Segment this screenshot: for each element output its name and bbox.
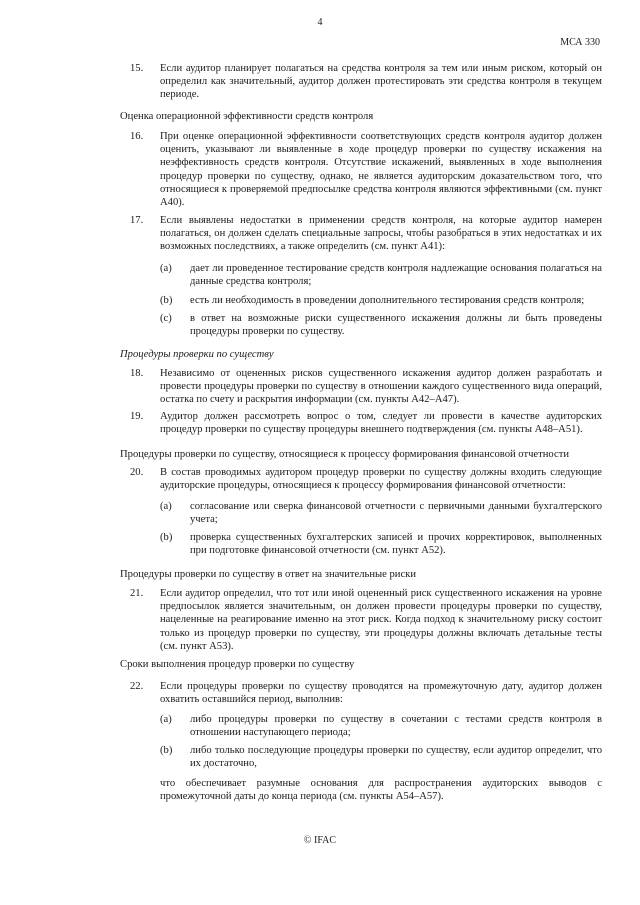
section-heading-substantive-procedures: Процедуры проверки по существу: [120, 349, 274, 360]
paragraph-number: 18.: [130, 368, 144, 379]
subitem-label: (b): [160, 745, 173, 756]
paragraph-number: 16.: [130, 131, 144, 142]
subitem-text: есть ли необходимость в проведении дополнительного тестирования средств контроля;: [190, 295, 585, 306]
paragraph-22-closing: что обеспечивает разумные основания для распространения аудиторских выводов с промежуточной даты до конца периода (см. пункты A54–A57).: [160, 778, 602, 803]
paragraph-text: Если аудитор определил, что тот или иной оцененный риск существенного искажения на уровне предпосылок является значительным, он должен провести процедуры проверки по существу, нацеленные на реагирование именно на этот риск. Когда подход к значительному риску состоит только из процедур проверки по существу, эти процедуры должны включать детальные тесты (см. пункт A53).: [160, 588, 602, 652]
paragraph-text: Аудитор должен рассмотреть вопрос о том, следует ли провести в качестве аудиторских процедур проверки по существу процедуры внешнего подтверждения (см. пункты A48–A51).: [160, 411, 602, 436]
paragraph-text: Если выявлены недостатки в применении средств контроля, на которые аудитор намерен полагаться, он должен сделать специальные запросы, чтобы разобраться в этих недостатках и их возможных последствиях, а также определить (см. пункт A41):: [160, 215, 602, 253]
paragraph-text: Если процедуры проверки по существу проводятся на промежуточную дату, аудитор должен охватить оставшийся период, выполнив:: [160, 681, 602, 706]
paragraph-number: 17.: [130, 215, 144, 226]
subitem-label: (a): [160, 714, 172, 725]
subitem-text: дает ли проведенное тестирование средств контроля надлежащие основания полагаться на данные средства контроля;: [190, 263, 602, 288]
paragraph-number: 20.: [130, 467, 144, 478]
subitem-label: (c): [160, 313, 172, 324]
section-heading-closing-process: Процедуры проверки по существу, относящиеся к процессу формирования финансовой отчетности: [120, 449, 569, 460]
subitem-label: (a): [160, 501, 172, 512]
section-heading-significant-risks: Процедуры проверки по существу в ответ на значительные риски: [120, 569, 416, 580]
paragraph-text: При оценке операционной эффективности соответствующих средств контроля аудитор должен оценить, указывают ли выявленные в ходе процедур проверки по существу искажения на неэффективность средств контроля. Отсутствие искажений, выявленных в ходе выполнения процедур проверки по существу, однако, не является аудиторским доказательством того, что относящиеся к проверяемой предпосылке средства контроля являются эффективными (см. пункт A40).: [160, 131, 602, 209]
subitem-label: (b): [160, 532, 173, 543]
subitem-label: (b): [160, 295, 173, 306]
paragraph-number: 15.: [130, 63, 144, 74]
paragraph-number: 21.: [130, 588, 144, 599]
subitem-text: либо процедуры проверки по существу в сочетании с тестами средств контроля в отношении наступающего периода;: [190, 714, 602, 739]
subitem-label: (a): [160, 263, 172, 274]
paragraph-number: 19.: [130, 411, 144, 422]
footer-copyright: © IFAC: [303, 835, 337, 846]
subitem-text: согласование или сверка финансовой отчетности с первичными данными бухгалтерского учета;: [190, 501, 602, 526]
subitem-text: проверка существенных бухгалтерских записей и прочих корректировок, выполненных при подготовке финансовой отчетности (см. пункт A52).: [190, 532, 602, 557]
document-code: МСА 330: [560, 37, 600, 48]
subitem-text: в ответ на возможные риски существенного искажения должны ли быть проведены процедуры проверки по существу.: [190, 313, 602, 338]
page-number: 4: [317, 17, 323, 28]
section-heading-timing: Сроки выполнения процедур проверки по существу: [120, 659, 355, 670]
subitem-text: либо только последующие процедуры проверки по существу, если аудитор определит, что их достаточно,: [190, 745, 602, 770]
paragraph-text: Независимо от оцененных рисков существенного искажения аудитор должен разработать и провести процедуры проверки по существу в отношении каждого существенного вида операций, остатка по счету и раскрытия информации (см. пункты A42–A47).: [160, 368, 602, 406]
paragraph-number: 22.: [130, 681, 144, 692]
section-heading-operational-effectiveness: Оценка операционной эффективности средств контроля: [120, 111, 374, 122]
paragraph-text: В состав проводимых аудитором процедур проверки по существу должны входить следующие аудиторские процедуры, относящиеся к процессу формирования финансовой отчетности:: [160, 467, 602, 492]
paragraph-text: Если аудитор планирует полагаться на средства контроля за тем или иным риском, который он определил как значительный, аудитор должен протестировать эти средства контроля в текущем периоде.: [160, 63, 602, 101]
